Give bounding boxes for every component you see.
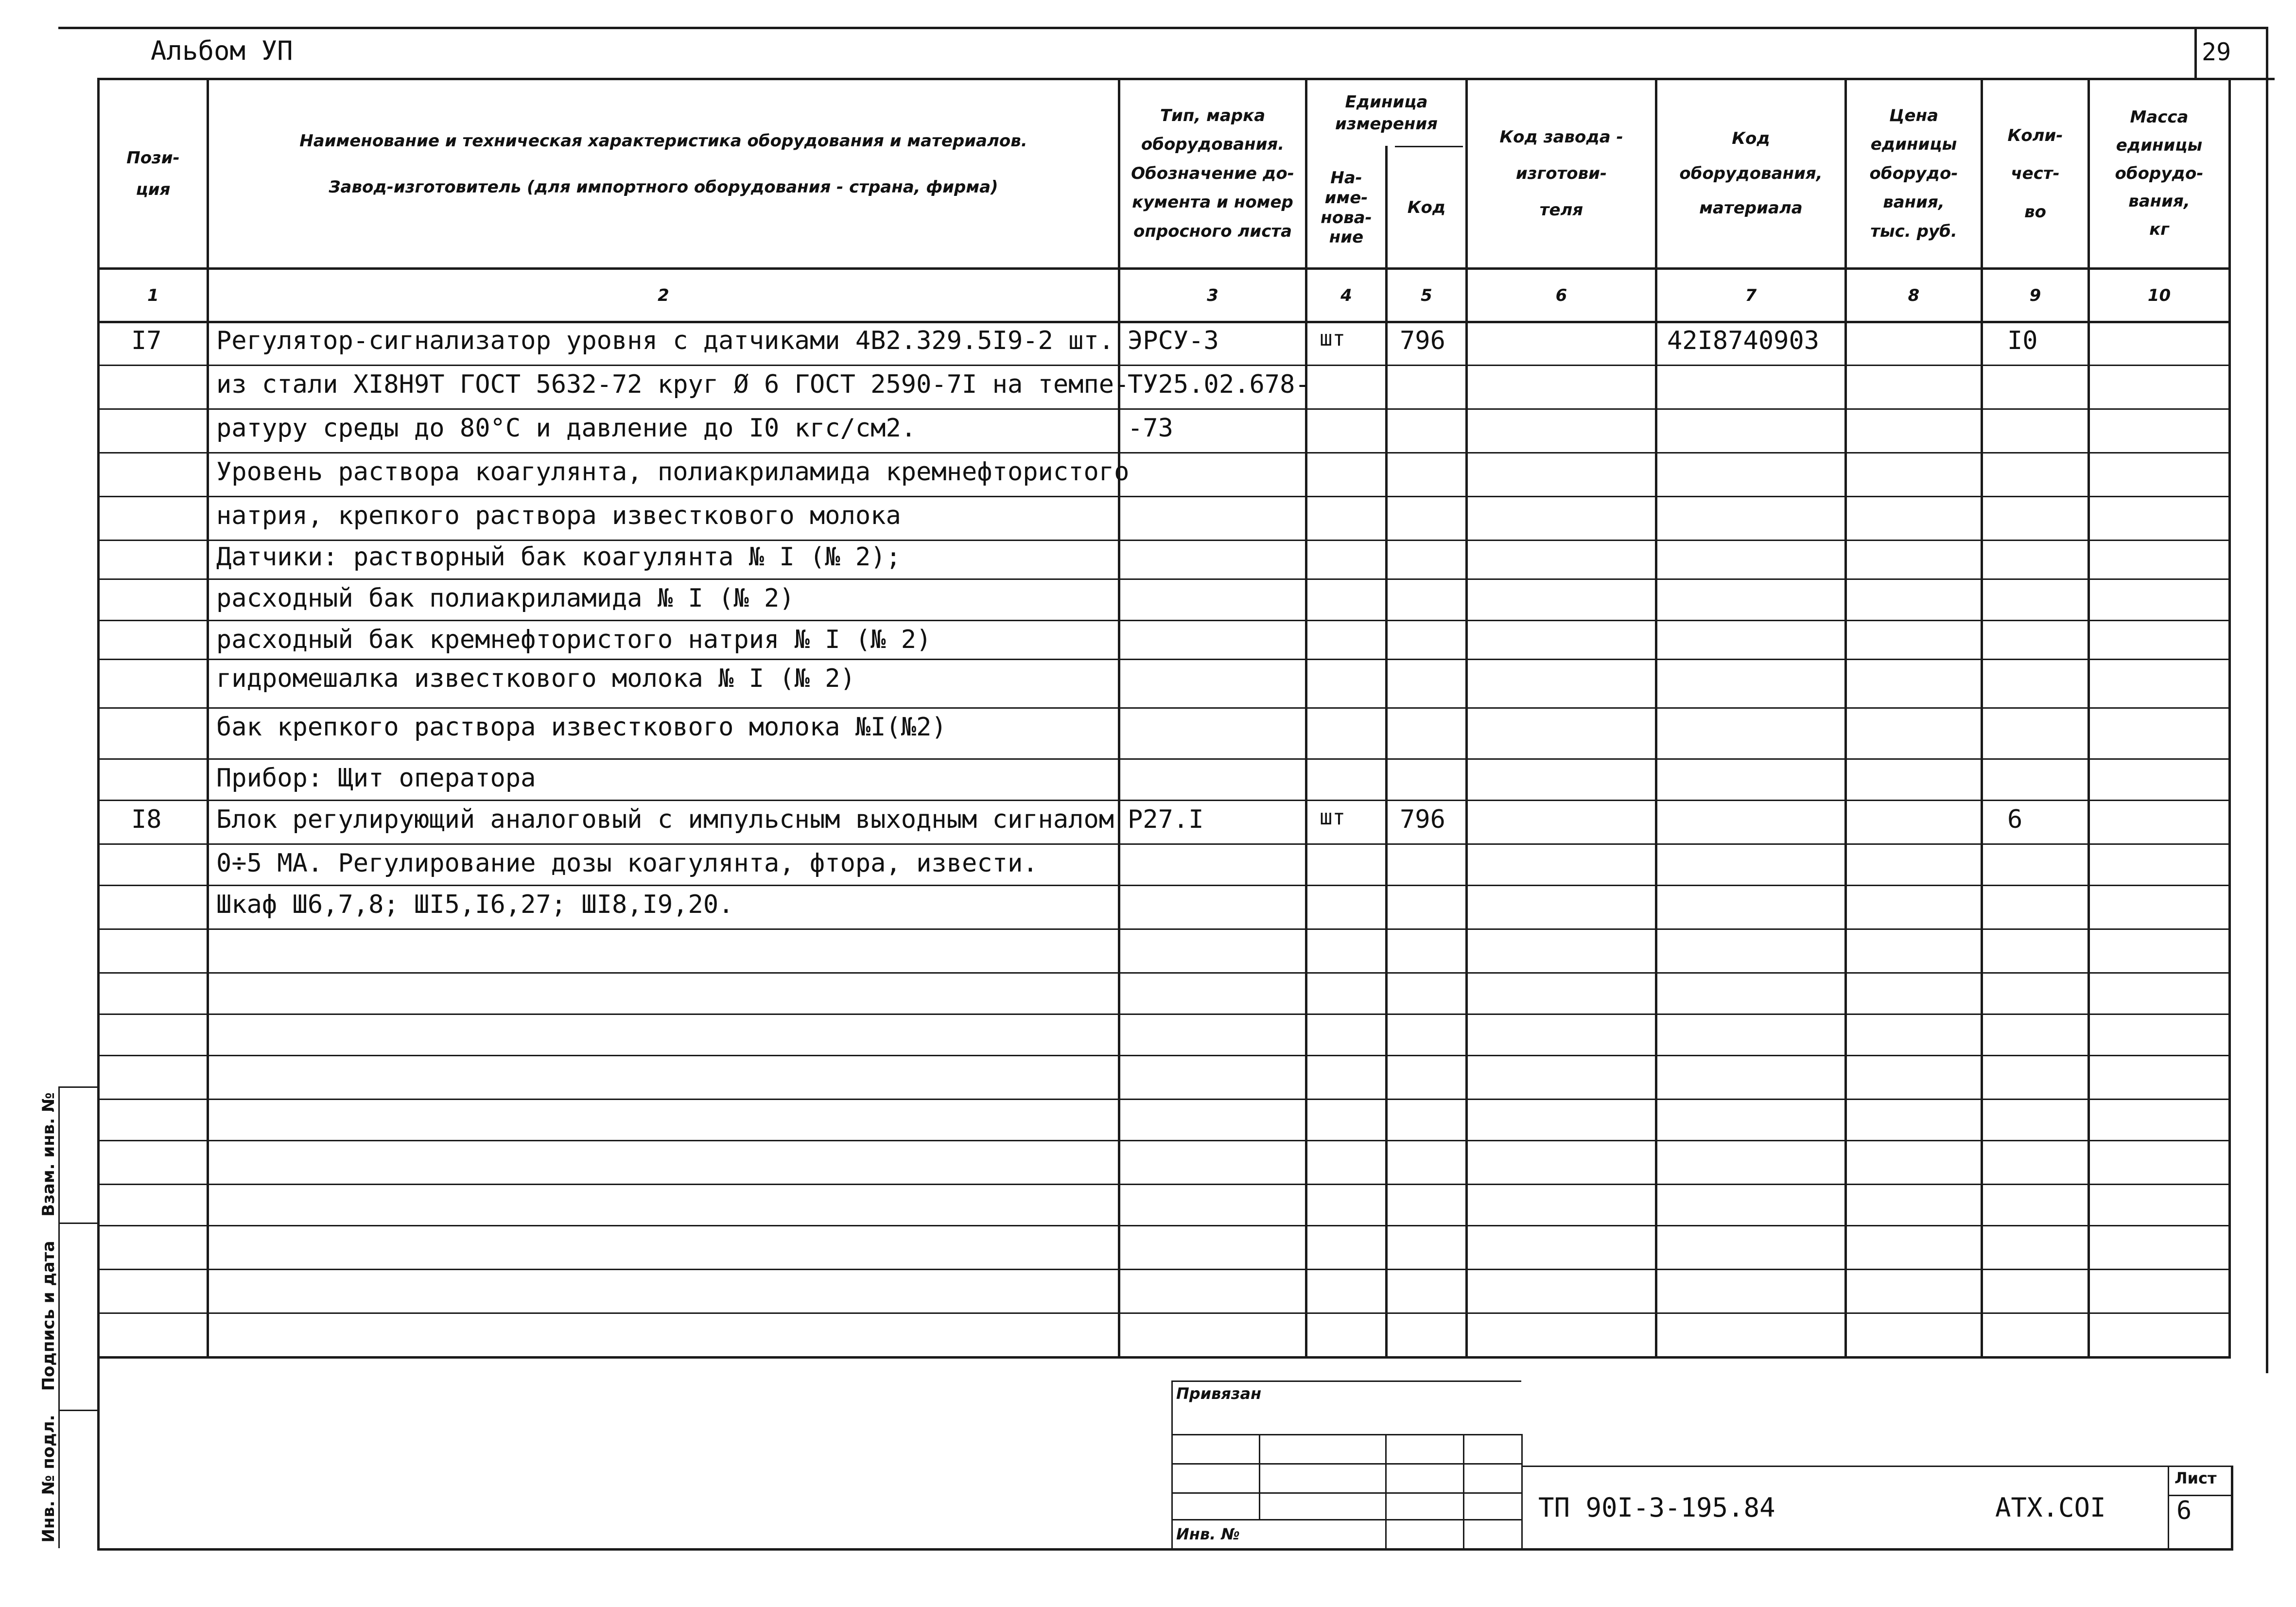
- album-title: Альбом УП: [151, 35, 293, 66]
- col-number: 4: [1340, 285, 1352, 305]
- stamp-doc-code: ТП 90I-3-195.84: [1538, 1492, 1775, 1523]
- stamp-inv-no: Инв. №: [1176, 1525, 1240, 1543]
- col-header-unit-code: Код: [1407, 198, 1446, 218]
- table-cell-type: ЭРСУ-3: [1128, 326, 1219, 355]
- col-header-mass: Масса единицы оборудо- вания, кг: [2115, 107, 2204, 240]
- table-cell-pos: I7: [131, 326, 162, 355]
- table-cell-name: 0÷5 МА. Регулирование дозы коагулянта, фтора, извести.: [216, 849, 1038, 878]
- table-cell-unit: шт: [1320, 326, 1345, 351]
- col-header-position: Пози- ция: [126, 148, 180, 199]
- col-number: 2: [658, 285, 669, 305]
- table-cell-name: натрия, крепкого раствора известкового молока: [216, 501, 901, 530]
- table-cell-name: расходный бак полиакриламида № I (№ 2): [216, 584, 795, 613]
- col-number: 10: [2147, 285, 2171, 305]
- table-cell-code: 796: [1400, 326, 1445, 355]
- col-header-quantity: Коли- чест- во: [2007, 126, 2063, 222]
- table-cell-qty: I0: [2007, 326, 2038, 355]
- stamp-sheet-number: 6: [2176, 1496, 2192, 1525]
- table-cell-type: ТУ25.02.678-: [1128, 370, 1310, 399]
- col-header-name-line1: Наименование и техническая характеристика оборудования и материалов.: [299, 131, 1027, 151]
- col-number: 9: [2029, 285, 2041, 305]
- table-cell-name: Прибор: Щит оператора: [216, 764, 536, 793]
- col-header-plant-code: Код завода - изготови- теля: [1499, 127, 1623, 220]
- table-cell-code: 796: [1400, 805, 1445, 834]
- table-cell-equip: 42I8740903: [1667, 326, 1820, 355]
- side-label-podpis: Подпись и дата: [39, 1240, 58, 1391]
- table-cell-name: Уровень раствора коагулянта, полиакриламида кремнефтористого: [216, 457, 1130, 487]
- table-cell-name: Блок регулирующий аналоговый с импульсным выходным сигналом: [216, 805, 1114, 834]
- col-header-unit-group: Единица измерения: [1335, 92, 1438, 134]
- table-cell-type: Р27.I: [1128, 805, 1204, 834]
- stamp-privyazan: Привязан: [1176, 1384, 1262, 1403]
- col-header-equipment-code: Код оборудования, материала: [1679, 129, 1823, 218]
- col-header-unit-name: На- име- нова- ние: [1321, 168, 1372, 247]
- col-header-name-line2: Завод-изготовитель (для импортного оборудования - страна, фирма): [329, 177, 998, 197]
- col-number: 5: [1421, 285, 1432, 305]
- col-header-price: Цена единицы оборудо- вания, тыс. руб.: [1869, 105, 1958, 241]
- col-number: 7: [1745, 285, 1757, 305]
- table-cell-type: -73: [1128, 414, 1173, 443]
- table-cell-unit: шт: [1320, 805, 1345, 830]
- col-number: 3: [1207, 285, 1218, 305]
- table-cell-pos: I8: [131, 805, 162, 834]
- col-number: 1: [147, 285, 159, 305]
- col-number: 6: [1555, 285, 1567, 305]
- table-cell-name: ратуру среды до 80°С и давление до I0 кгс/см2.: [216, 414, 917, 443]
- table-cell-name: гидромешалка известкового молока № I (№ 2): [216, 664, 855, 693]
- col-header-type: Тип, марка оборудования. Обозначение до- кумента и номер опросного листа: [1131, 105, 1294, 241]
- page-number: 29: [2202, 38, 2231, 66]
- table-cell-name: из стали XI8H9T ГОСТ 5632-72 круг Ø 6 ГОСТ 2590-7I на темпе-: [216, 370, 1130, 399]
- col-number: 8: [1908, 285, 1920, 305]
- stamp-mark: АТХ.COI: [1995, 1492, 2106, 1523]
- table-cell-name: Регулятор-сигнализатор уровня с датчиками 4В2.329.5I9-2 шт.: [216, 326, 1114, 355]
- table-cell-qty: 6: [2007, 805, 2023, 834]
- table-cell-name: расходный бак кремнефтористого натрия № I (№ 2): [216, 625, 932, 654]
- table-cell-name: Датчики: растворный бак коагулянта № I (№ 2);: [216, 542, 901, 572]
- side-label-vzam: Взам. инв. №: [39, 1092, 58, 1217]
- stamp-sheet-label: Лист: [2174, 1469, 2217, 1487]
- table-cell-name: бак крепкого раствора известкового молока №I(№2): [216, 713, 947, 742]
- table-cell-name: Шкаф Ш6,7,8; ШI5,I6,27; ШI8,I9,20.: [216, 890, 734, 919]
- side-label-inv-podl: Инв. № подл.: [39, 1415, 58, 1543]
